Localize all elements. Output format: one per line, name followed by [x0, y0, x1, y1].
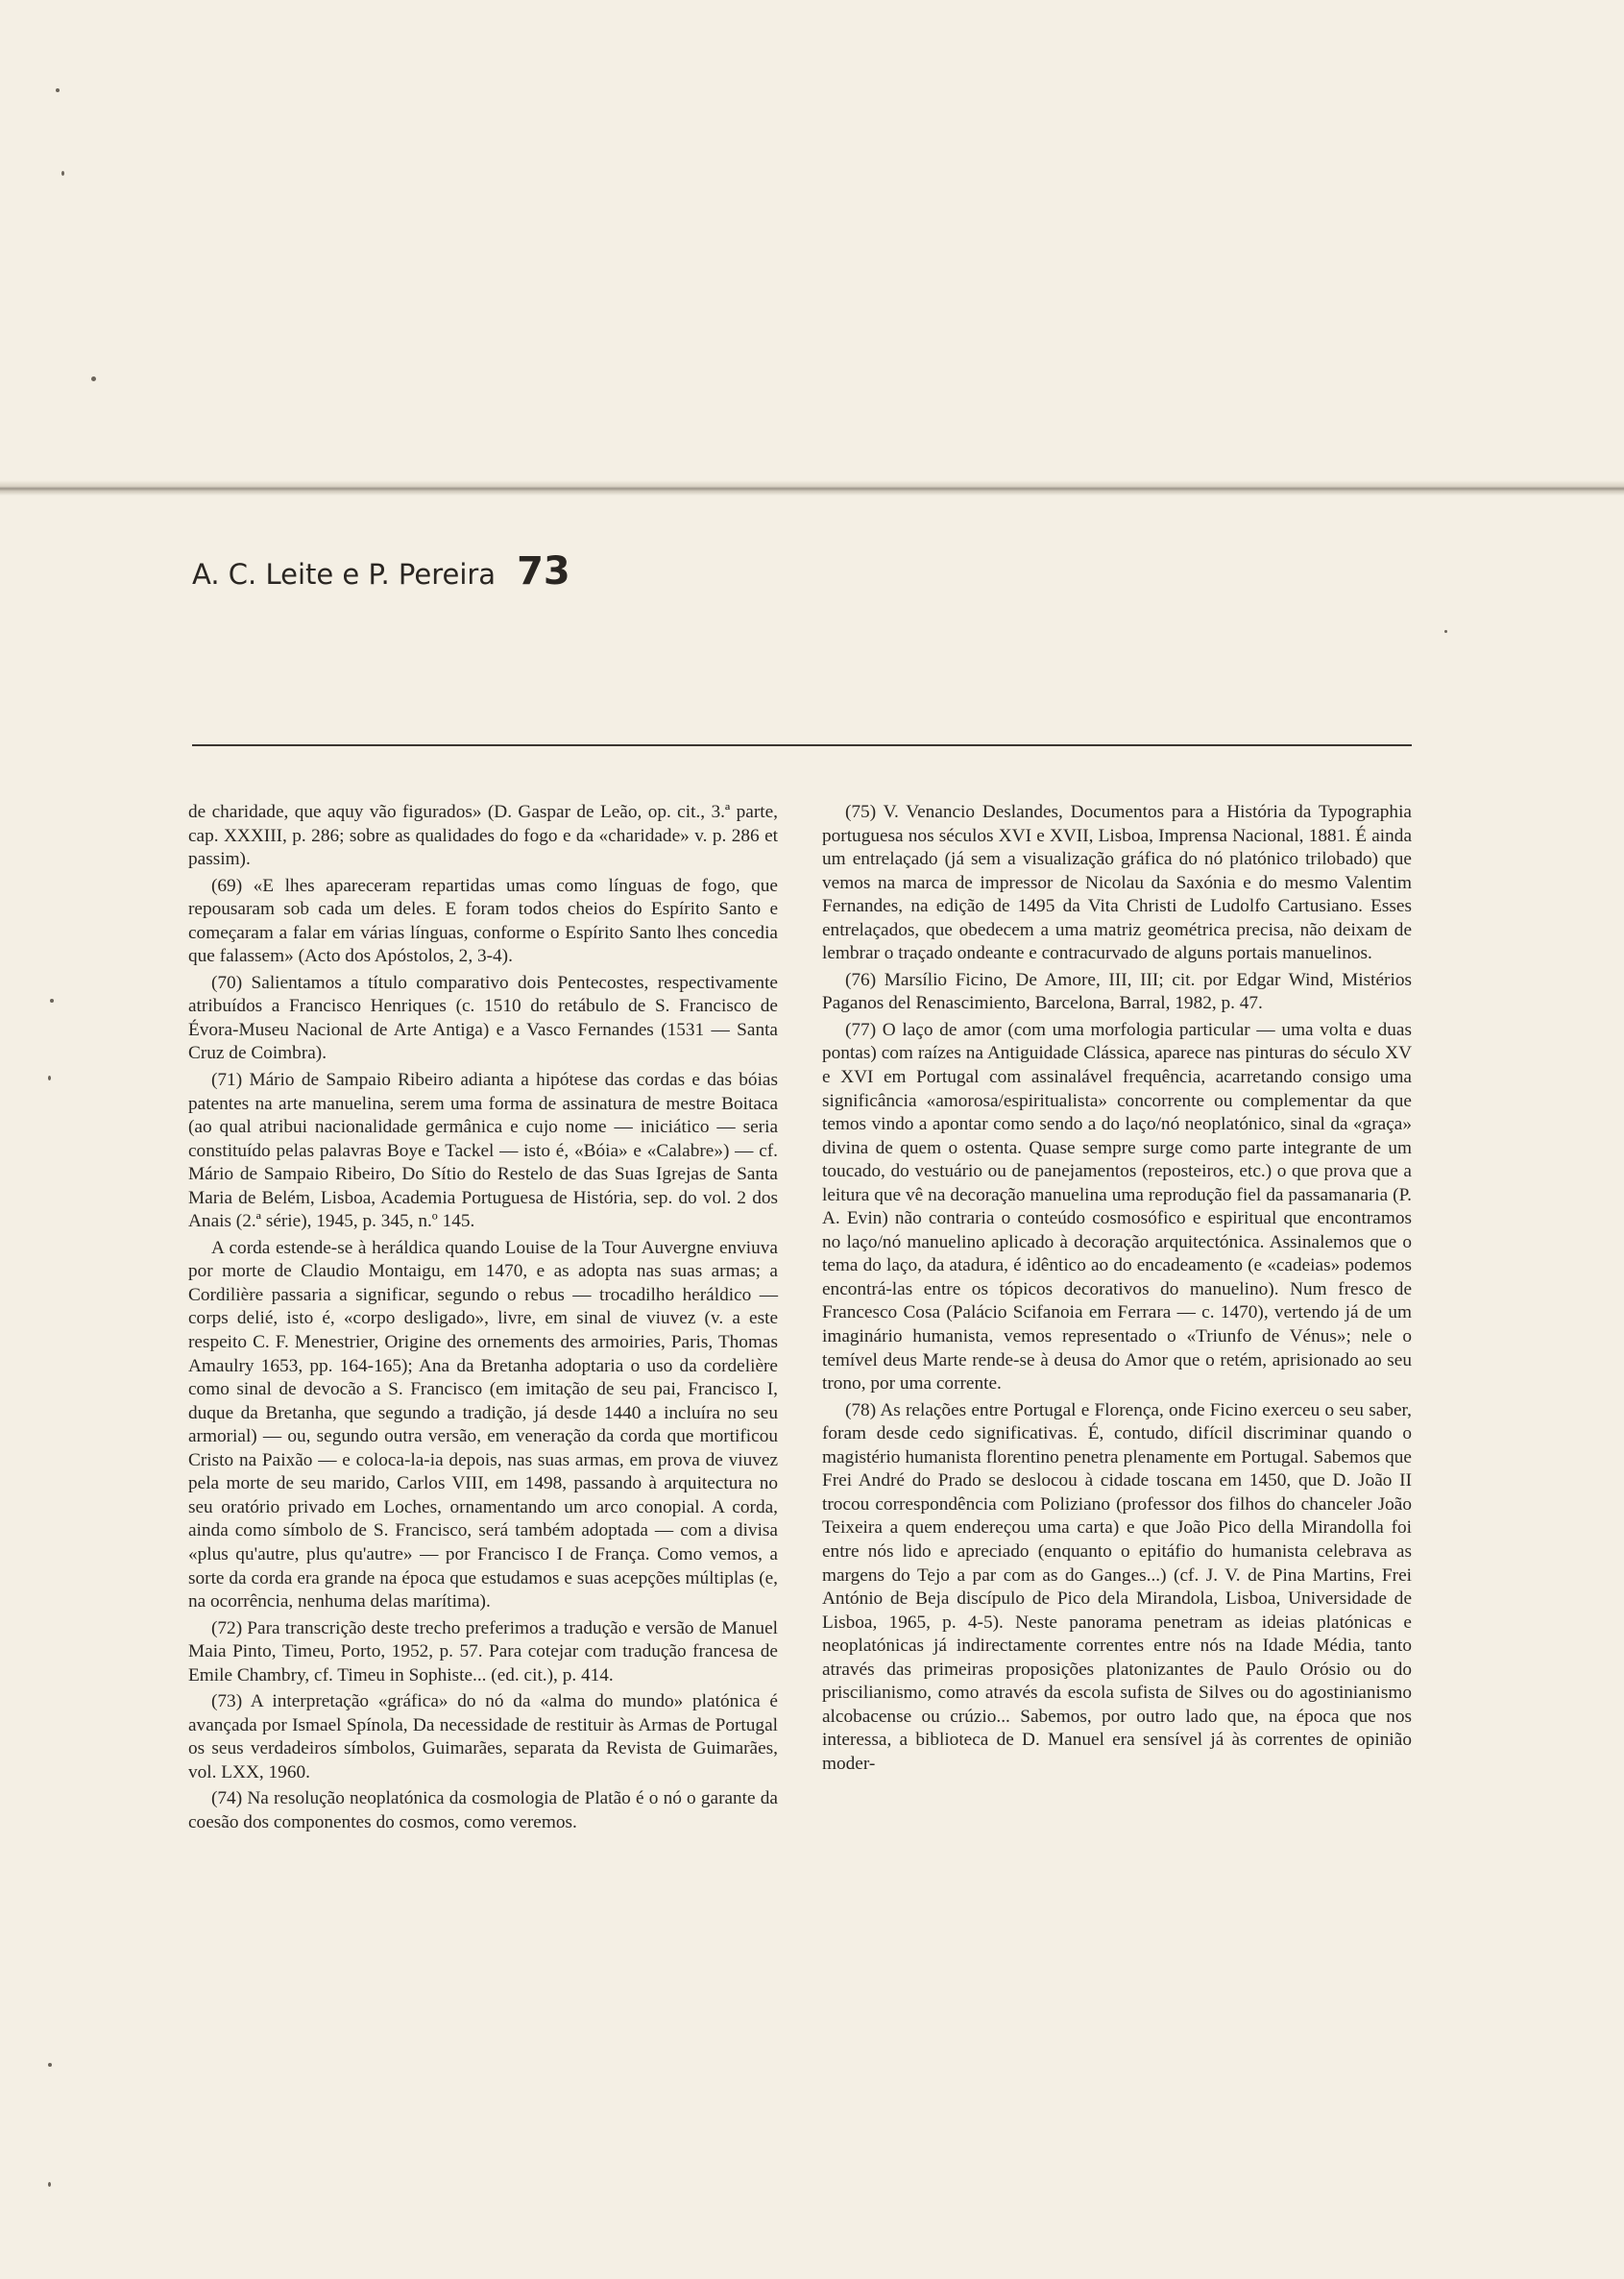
- footnote-text: O laço de amor (com uma morfologia particular — uma volta e duas pontas) com raízes na Antiguidade Clássica, aparece nas pinturas do século XV e XVI em Portugal com assinalável frequência, acarretando consigo uma significância «amorosa/espiritualista» concorrente ou complementar da que temos vindo a apontar como sendo a do laço/nó neoplatónico, sinal da «graça» divina de quem o ostenta. Quase sempre surge como parte integrante de um toucado, do vestuário ou de panejamentos (reposteiros, etc.) o que prova que a leitura que vê na decoração manuelina uma reprodução fiel da passamanaria (P. A. Evin) não contraria o conteúdo cosmosófico e espiritual que encontramos no laço/nó manuelino aplicado à decoração arquitectónica. Assinalemos que o tema do laço, da atadura, é idêntico ao do encadeamento (e «cadeias» podemos encontrá-las entre os tópicos decorativos do manuelino). Num fresco de Francesco Cosa (Palácio Scifanoia em Ferrara — c. 1470), vertendo já de um imaginário humanista, vemos representado o «Triunfo de Vénus»; nele o temível deus Marte rende-se à deusa do Amor que o retém, aprisionado ao seu trono, por uma corrente.: [822, 1019, 1412, 1394]
- footnote-text: V. Venancio Deslandes, Documentos para a História da Typographia portuguesa nos séculos XVI e XVII, Lisboa, Imprensa Nacional, 1881. É ainda um entrelaçado (já sem a visualização gráfica do nó platónico trilobado) que vemos na marca de impressor de Nicolau da Saxónia e do mesmo Valentim Fernandes, na edição de 1495 da Vita Christi de Ludolfo Cartusiano. Esses entrelaçados, que obedecem a uma matriz geométrica precisa, não deixam de lembrar o traçado ondeante e contracurvado de alguns portais manuelinos.: [822, 802, 1412, 964]
- binding-hole-mark: [61, 171, 64, 176]
- footnote: [188, 1617, 778, 1688]
- page-header: [192, 549, 570, 597]
- footnote-text: Mário de Sampaio Ribeiro adianta a hipótese das cordas e das bóias patentes na arte manuelina, serem uma forma de assinatura de mestre Boitaca (ao qual atribui nacionalidade germânica e cujo nome — iniciático — seria constituído pelas palavras Boye e Tackel — isto é, «Bóia» e «Calabre») — cf. Mário de Sampaio Ribeiro, Do Sítio do Restelo de das Suas Igrejas de Santa Maria de Belém, Lisboa, Academia Portuguesa de História, sep. do vol. 2 dos Anais (2.ª série), 1945, p. 345, n.º 145.: [188, 1070, 778, 1232]
- footnote-number: (69): [211, 875, 254, 896]
- footnote-number: (70): [211, 972, 252, 993]
- footnote: [188, 1069, 778, 1234]
- footnote-text: Marsílio Ficino, De Amore, III, III; cit. por Edgar Wind, Mistérios Paganos del Renascimiento, Barcelona, Barral, 1982, p. 47.: [822, 969, 1412, 1014]
- footnote-text: A corda estende-se à heráldica quando Louise de la Tour Auvergne enviuva por morte de Claudio Montaigu, em 1470, e as adopta nas suas armas; a Cordilière passaria a significar, segundo o rebus — trocadilho heráldico — corps delié, isto é, «corpo desligado», livre, em sinal de viuvez (v. a este respeito C. F. Menestrier, Origine des ornements des armoiries, Paris, Thomas Amaulry 1653, pp. 164-165); Ana da Bretanha adoptaria o uso da cordelière como sinal de devocão a S. Francisco (em imitação de seu pai, Francisco I, duque da Bretanha, que segundo a tradição, já desde 1440 a incluíra no seu armorial) — ou, segundo outra versão, em veneração da corda que mortificou Cristo na Paixão — e coloca-la-ia depois, nas suas armas, em prova de viuvez pela morte de seu marido, Carlos VIII, em 1498, passando à arquitectura no seu oratório privado em Loches, ornamentando um arco conopial. A corda, ainda como símbolo de S. Francisco, será também adoptada — com a divisa «plus qu'autre, plus qu'autre» — por Francisco I de França. Como vemos, a sorte da corda era grande na época que estudamos e suas acepções múltiplas (e, na ocorrência, nenhuma delas marítima).: [188, 1237, 778, 1612]
- footnote: [188, 1690, 778, 1784]
- footnote: [822, 801, 1412, 966]
- footnote-number: (76): [845, 969, 885, 990]
- page-number: 73: [517, 549, 570, 594]
- footnote-number: (72): [211, 1617, 248, 1638]
- footnote-text: A interpretação «gráfica» do nó da «alma do mundo» platónica é avançada por Ismael Spínola, Da necessidade de restituir às Armas de Portugal os seus verdadeiros símbolos, Guimarães, separata da Revista de Guimarães, vol. LXX, 1960.: [188, 1691, 778, 1782]
- footnote: [822, 1399, 1412, 1777]
- binding-hole-mark: [50, 999, 54, 1003]
- footnote-number: (78): [845, 1399, 881, 1420]
- footnote-text: As relações entre Portugal e Florença, onde Ficino exerceu o seu saber, foram desde cedo significativas. É, contudo, difícil discriminar quando o magistério humanista florentino penetra plenamente em Portugal. Sabemos que Frei André do Prado se deslocou à cidade toscana em 1450, que D. João II trocou correspondência com Poliziano (professor dos filhos do chanceler João Teixeira a quem endereçou uma carta) e que João Pico della Mirandolla foi entre nós lido e apreciado (enquanto o epitáfio do humanista celebrava as margens do Tejo a par com as do Ganges...) (cf. J. V. de Pina Martins, Frei António de Beja discípulo de Pico dela Mirandola, Lisboa, Universidade de Lisboa, 1965, p. 4-5). Neste panorama penetram as ideias platónicas e neoplatónicas já indirectamente correntes entre nós na Idade Média, tanto através das primeiras proposições platonizantes de Paulo Orósio ou do priscilianismo, como através da escola sufista de Silves ou do agostinianismo alcobacense ou crúzio... Sabemos, por outro lado que, na época que nos interessa, a biblioteca de D. Manuel era sensível já às correntes de opinião moder-: [822, 1399, 1412, 1774]
- footnote-text: Na resolução neoplatónica da cosmologia de Platão é o nó o garante da coesão dos componentes do cosmos, como veremos.: [188, 1788, 778, 1832]
- binding-hole-mark: [48, 2182, 51, 2187]
- footnote: [188, 972, 778, 1066]
- footnote: [822, 1019, 1412, 1396]
- footnote: [822, 969, 1412, 1016]
- footnote-number: (77): [845, 1019, 883, 1040]
- footnote-paragraph: [188, 801, 778, 872]
- running-head: A. C. Leite e P. Pereira: [192, 558, 497, 591]
- header-rule: [192, 744, 1412, 746]
- binding-hole-mark: [1444, 630, 1447, 633]
- footnote-text: «E lhes apareceram repartidas umas como línguas de fogo, que repousaram sob cada um deles. E foram todos cheios do Espírito Santo e começaram a falar em várias línguas, conforme o Espírito Santo lhes concedia que falassem» (Acto dos Apóstolos, 2, 3-4).: [188, 875, 778, 967]
- footnote-number: (74): [211, 1788, 248, 1809]
- footnote-number: (71): [211, 1070, 250, 1091]
- footnote-text: de charidade, que aquy vão figurados» (D. Gaspar de Leão, op. cit., 3.ª parte, cap. XXXIII, p. 286; sobre as qualidades do fogo e da «charidade» v. p. 286 et passim).: [188, 802, 778, 870]
- binding-hole-mark: [56, 88, 60, 92]
- footnote: [188, 1787, 778, 1834]
- footnote-text: Para transcrição deste trecho preferimos a tradução e versão de Manuel Maia Pinto, Timeu, Porto, 1952, p. 57. Para cotejar com tradução francesa de Emile Chambry, cf. Timeu in Sophiste... (ed. cit.), p. 414.: [188, 1617, 778, 1685]
- footnote: [188, 875, 778, 969]
- binding-hole-mark: [48, 1076, 51, 1080]
- binding-hole-mark: [48, 2063, 52, 2067]
- binding-hole-mark: [91, 376, 96, 381]
- left-column: [188, 801, 778, 1835]
- footnote-paragraph: [188, 1237, 778, 1614]
- right-column: [822, 801, 1412, 1776]
- footnote-number: (75): [845, 802, 884, 822]
- page-fold-crease: [0, 480, 1624, 496]
- footnote-text: Salientamos a título comparativo dois Pentecostes, respectivamente atribuídos a Francisco Henriques (c. 1510 do retábulo de S. Francisco de Évora-Museu Nacional de Arte Antiga) e a Vasco Fernandes (1531 — Santa Cruz de Coimbra).: [188, 972, 778, 1064]
- footnote-number: (73): [211, 1691, 251, 1712]
